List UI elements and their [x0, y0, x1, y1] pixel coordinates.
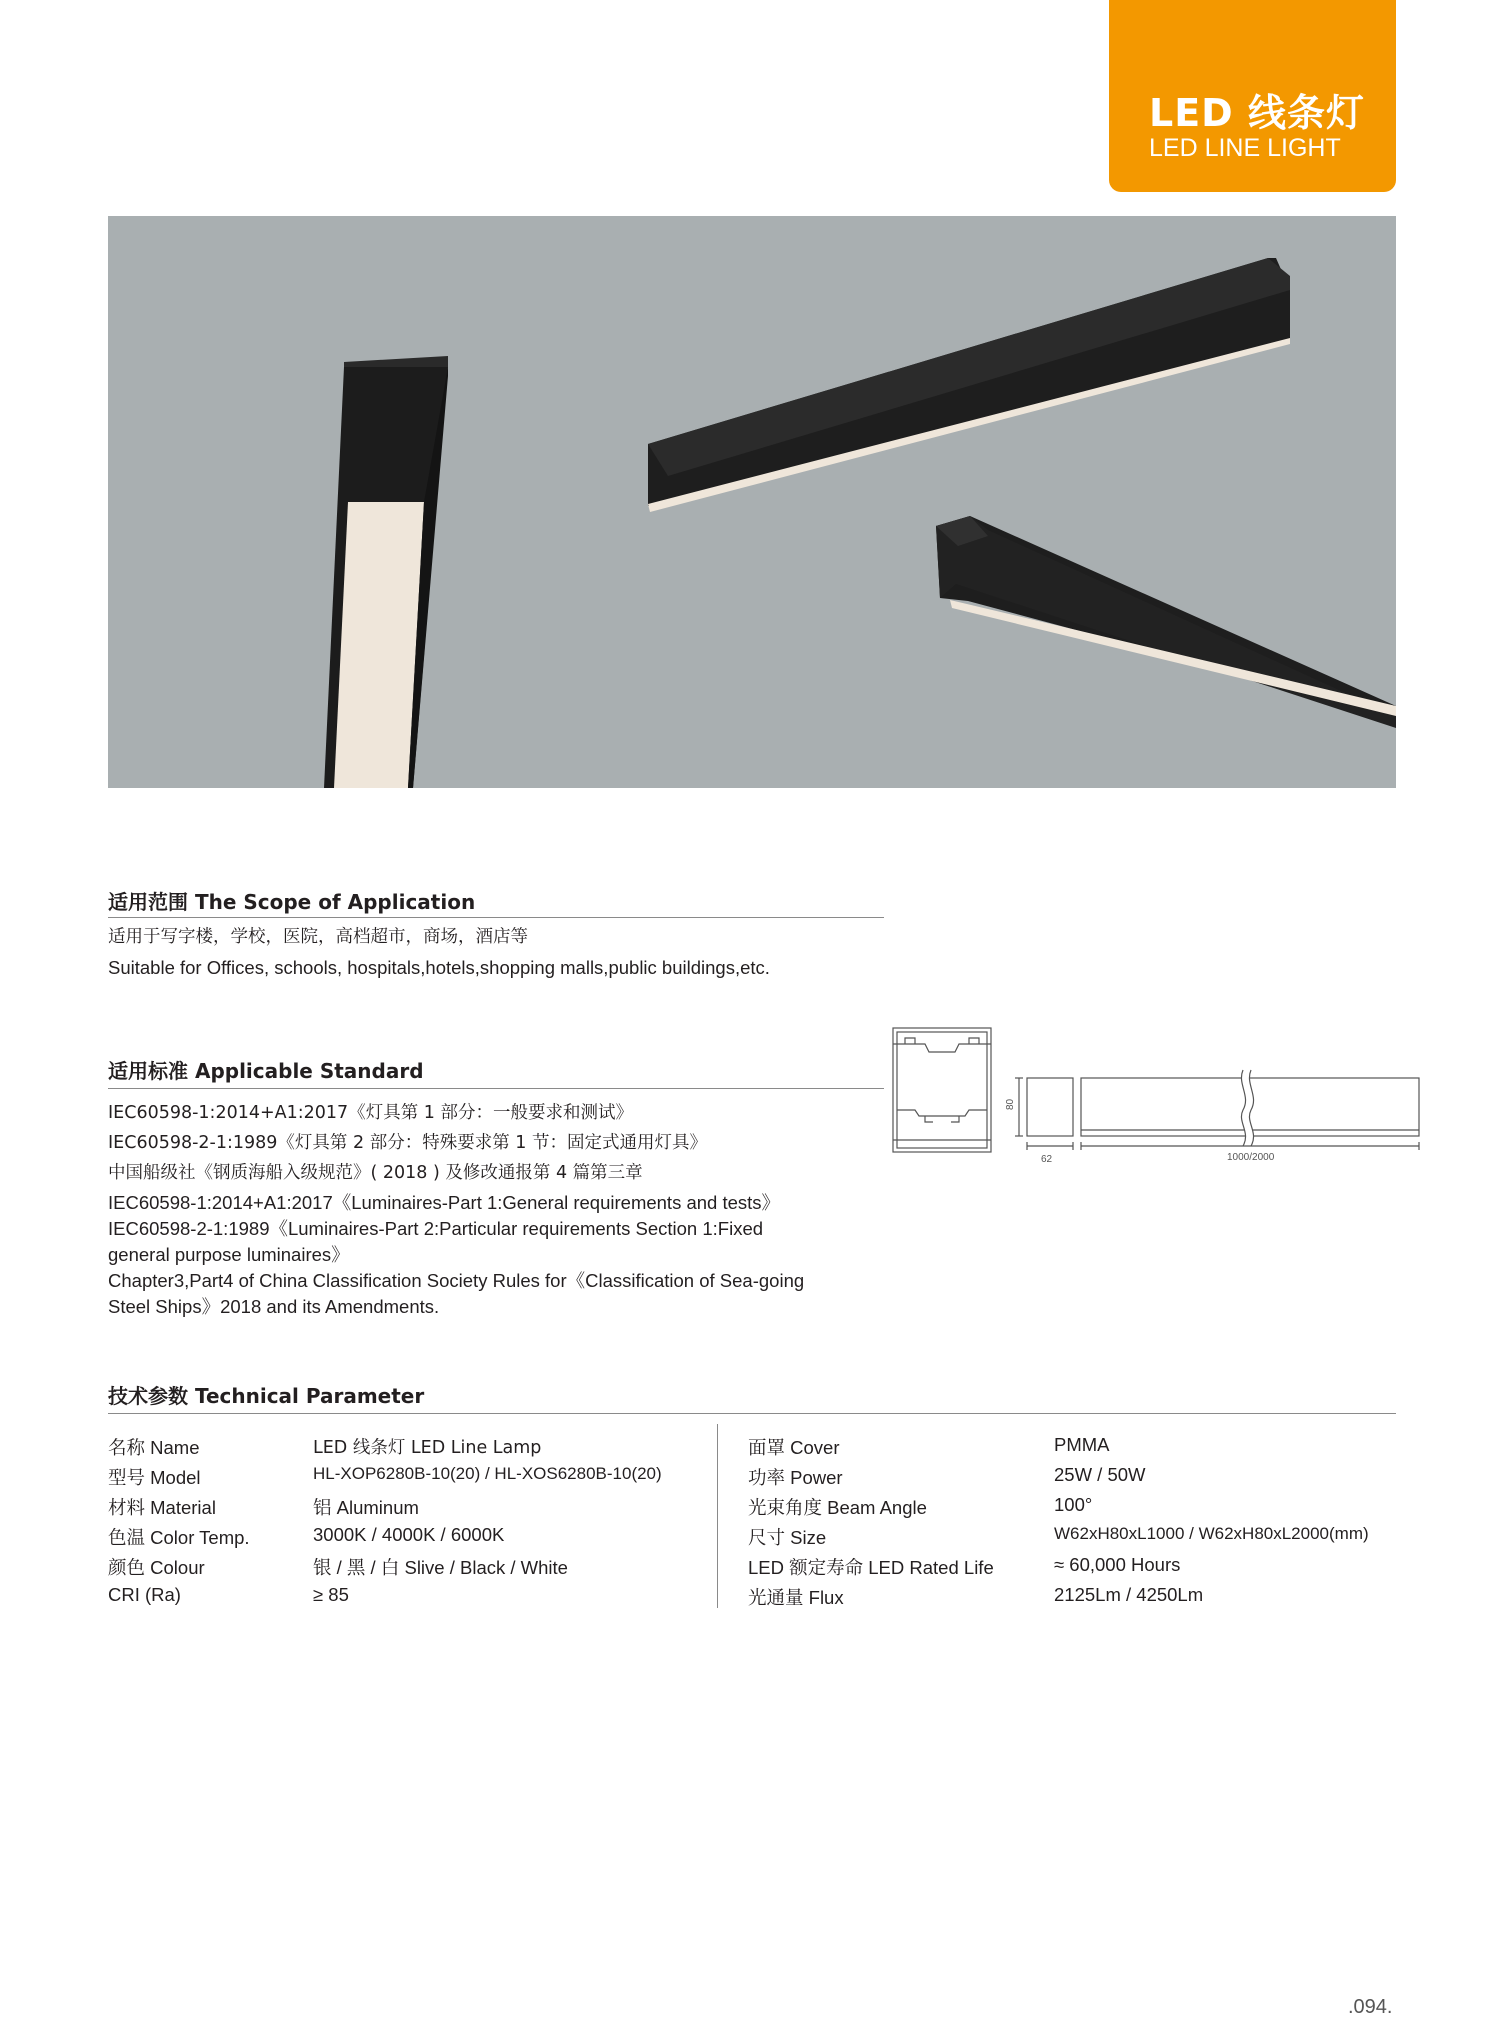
length-dimension-label: 1000/2000 [1227, 1152, 1275, 1162]
param-label: 色温 Color Temp. [108, 1527, 250, 1548]
application-line-en: Suitable for Offices, schools, hospitals,hotels,shopping malls,public buildings,etc. [108, 957, 770, 978]
standard-heading: 适用标准 Applicable Standard [108, 1059, 424, 1083]
param-value: HL-XOP6280B-10(20) / HL-XOS6280B-10(20) [313, 1464, 662, 1483]
param-value: 铝 Aluminum [313, 1497, 419, 1518]
param-label: 光束角度 Beam Angle [748, 1497, 927, 1518]
param-value: 100° [1054, 1494, 1093, 1515]
param-value: PMMA [1054, 1434, 1110, 1455]
category-title-cn: LED 线条灯 [1149, 91, 1365, 135]
standard-line: general purpose luminaires》 [108, 1244, 350, 1265]
application-divider [108, 917, 884, 918]
param-label: CRI (Ra) [108, 1584, 181, 1605]
param-label: 光通量 Flux [748, 1587, 844, 1608]
param-value: ≥ 85 [313, 1584, 349, 1605]
standard-line: Steel Ships》2018 and its Amendments. [108, 1296, 440, 1317]
param-value: LED 线条灯 LED Line Lamp [313, 1438, 542, 1458]
param-label: 名称 Name [108, 1437, 200, 1458]
standard-line: IEC60598-2-1:1989《灯具第 2 部分：特殊要求第 1 节：固定式通用灯具》 [108, 1133, 707, 1153]
application-line-cn: 适用于写字楼，学校，医院，高档超市，商场，酒店等 [108, 927, 528, 947]
param-value: ≈ 60,000 Hours [1054, 1554, 1181, 1575]
technical-heading: 技术参数 Technical Parameter [108, 1384, 425, 1408]
page-number: .094. [1348, 1996, 1393, 2018]
application-heading: 适用范围 The Scope of Application [108, 890, 476, 914]
category-title-en: LED LINE LIGHT [1149, 134, 1341, 162]
profile-section-drawing [893, 1028, 991, 1152]
end-view-drawing [1015, 1078, 1073, 1150]
category-tab [1109, 0, 1396, 192]
param-label: 材料 Material [108, 1497, 216, 1518]
standard-line: 中国船级社《钢质海船入级规范》( 2018 ) 及修改通报第 4 篇第三章 [108, 1163, 643, 1183]
param-value: 3000K / 4000K / 6000K [313, 1524, 505, 1545]
parameter-column-divider [717, 1424, 718, 1608]
product-photo [108, 216, 1396, 788]
param-label: 功率 Power [748, 1467, 843, 1488]
param-label: 尺寸 Size [748, 1527, 827, 1548]
param-value: 25W / 50W [1054, 1464, 1146, 1485]
standard-line: Chapter3,Part4 of China Classification Society Rules for《Classification of Sea-going [108, 1270, 805, 1291]
height-dimension-label: 80 [1005, 1098, 1016, 1110]
param-label: 面罩 Cover [748, 1437, 840, 1458]
param-value: 2125Lm / 4250Lm [1054, 1584, 1204, 1605]
standard-line: IEC60598-1:2014+A1:2017《Luminaires-Part 1:General requirements and tests》 [108, 1192, 781, 1213]
standard-divider [108, 1088, 884, 1089]
side-view-drawing [1081, 1070, 1419, 1150]
param-value: W62xH80xL1000 / W62xH80xL2000(mm) [1054, 1524, 1369, 1543]
technical-divider [108, 1413, 1396, 1414]
standard-line: IEC60598-1:2014+A1:2017《灯具第 1 部分：一般要求和测试》 [108, 1103, 633, 1123]
product-illustration [108, 216, 1396, 788]
param-label: 型号 Model [108, 1467, 201, 1488]
width-dimension-label: 62 [1041, 1154, 1053, 1162]
param-label: 颜色 Colour [108, 1557, 205, 1578]
technical-drawing [885, 1022, 1425, 1162]
standard-line: IEC60598-2-1:1989《Luminaires-Part 2:Particular requirements Section 1:Fixed [108, 1218, 764, 1239]
param-label: LED 额定寿命 LED Rated Life [748, 1557, 994, 1578]
param-value: 银 / 黑 / 白 Slive / Black / White [313, 1557, 568, 1578]
